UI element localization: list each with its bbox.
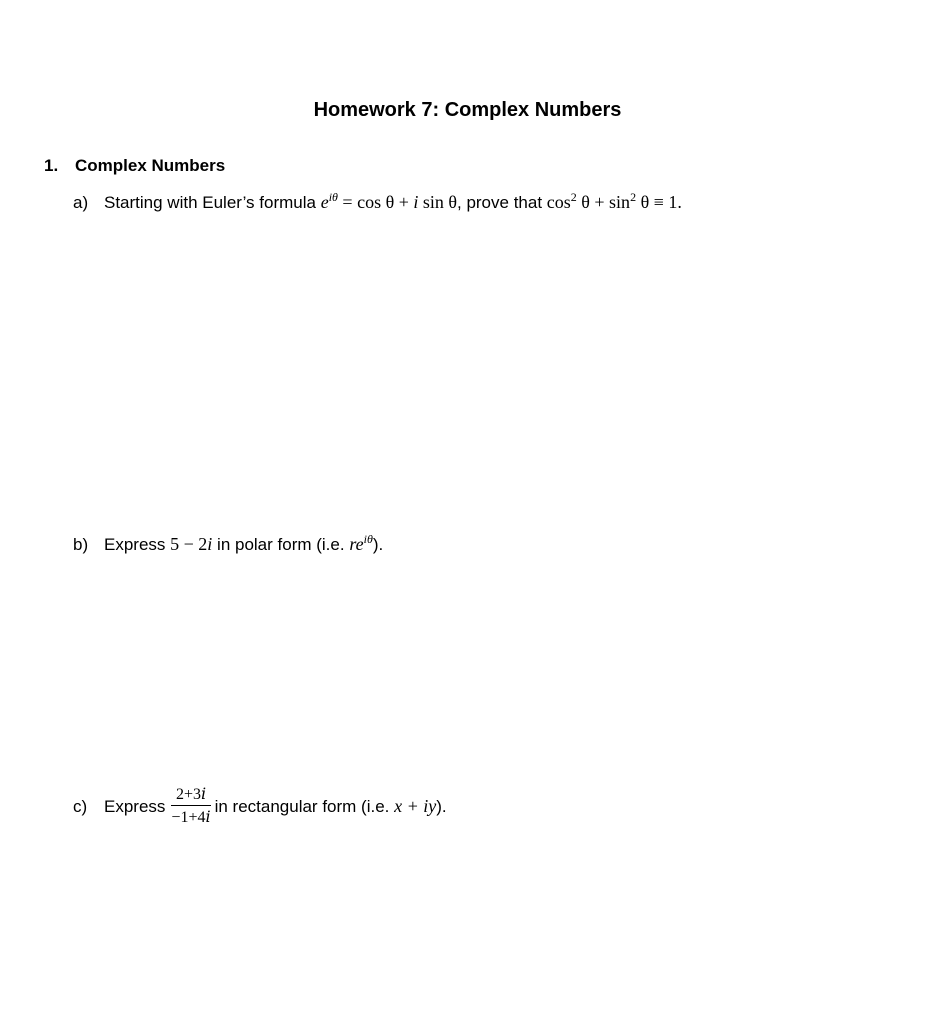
question-a-text-middle: , prove that bbox=[457, 193, 547, 212]
section-heading bbox=[44, 156, 225, 176]
identity-end: θ ≡ 1. bbox=[636, 192, 682, 212]
question-c-label: c) bbox=[73, 796, 88, 816]
fraction bbox=[171, 784, 210, 827]
euler-formula bbox=[321, 192, 457, 212]
question-c-text-after: ). bbox=[436, 796, 447, 816]
question-c bbox=[73, 786, 447, 829]
question-a-label: a) bbox=[73, 193, 89, 212]
identity-formula bbox=[547, 192, 682, 212]
question-b-text-middle: in polar form (i.e. bbox=[212, 535, 350, 554]
question-b-text-before: Express bbox=[104, 535, 171, 554]
rectangular-form: x + iy bbox=[394, 795, 437, 816]
euler-rest: = cos θ + bbox=[337, 192, 414, 212]
question-a-text-before: Starting with Euler’s formula bbox=[104, 193, 321, 212]
complex-expression bbox=[170, 534, 212, 554]
section-title: Complex Numbers bbox=[75, 156, 226, 175]
question-b bbox=[73, 534, 383, 555]
euler-rest2: sin θ bbox=[418, 192, 457, 212]
complex-expression-value: 5 − 2 bbox=[170, 534, 208, 554]
identity-square-2: 2 bbox=[630, 190, 637, 204]
complex-expression-i: i bbox=[207, 534, 213, 554]
identity-square-1: 2 bbox=[570, 190, 577, 204]
question-c-text-middle: in rectangular form (i.e. bbox=[214, 796, 395, 816]
identity-mid: θ + sin bbox=[576, 192, 631, 212]
question-a bbox=[73, 192, 682, 213]
euler-i: i bbox=[413, 192, 419, 212]
fraction-numerator: 2+3𝑖 bbox=[171, 784, 210, 806]
polar-exponent: iθ bbox=[363, 532, 373, 546]
question-b-text-after: ). bbox=[372, 535, 384, 554]
fraction-denominator: −1+4𝑖 bbox=[171, 809, 211, 826]
question-b-label: b) bbox=[73, 535, 89, 554]
euler-exponent: iθ bbox=[328, 190, 338, 204]
question-c-text-before: Express bbox=[104, 796, 166, 816]
euler-base: e bbox=[320, 192, 329, 212]
identity-cos: cos bbox=[546, 192, 571, 212]
polar-base: re bbox=[349, 534, 364, 554]
polar-form bbox=[349, 534, 373, 554]
section-number: 1. bbox=[44, 156, 59, 175]
page-title: Homework 7: Complex Numbers bbox=[313, 99, 622, 121]
